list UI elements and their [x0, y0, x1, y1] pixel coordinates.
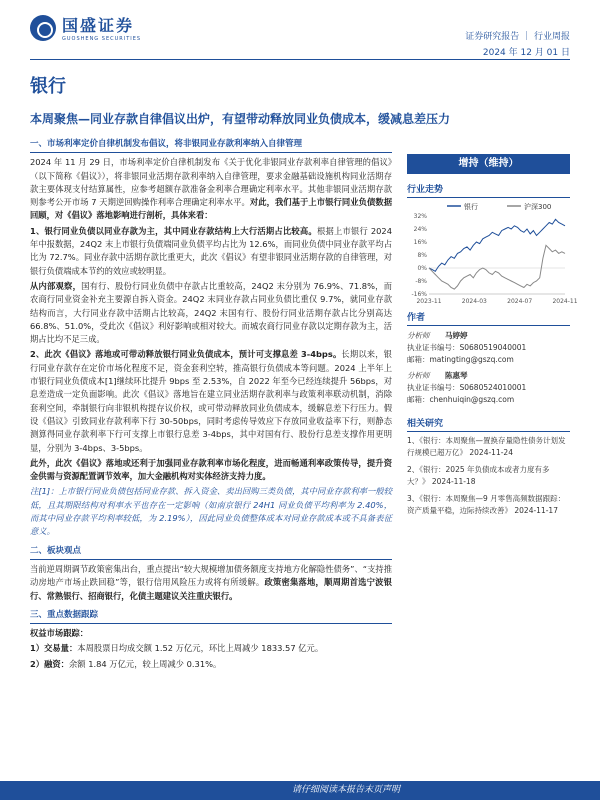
- x-tick-label: 2023-11: [416, 298, 442, 305]
- paragraph-bold: 2、此次《倡议》落地或可带动释放银行同业负债成本，预计可支撑息差 3-4bps。: [30, 349, 342, 360]
- header: [0, 0, 600, 62]
- paragraph-bold: 1、银行同业负债以同业存款为主，其中同业存款结构上大行活期占比较高。: [30, 225, 317, 236]
- cert-label: 执业证书编号：: [407, 343, 460, 352]
- paragraph-text: 根据上市银行 2024 年中报数据，24Q2 末上市银行负债端同业负债平均占比为 12.6%，而同业负债中同业存款平均占比为 72.7%。同业存款中活期存款比重更大，此次《倡议》有望非银同业活期存款的自律管理，对银行负债端成本节约的效应或较明显。: [30, 225, 392, 276]
- section-2-title: 二、板块观点: [30, 545, 392, 560]
- mail-label: 邮箱：: [407, 355, 430, 364]
- y-tick-label: -16%: [411, 291, 427, 298]
- x-tick-label: 2024-03: [461, 298, 487, 305]
- analyst-card: [407, 370, 570, 406]
- email-link[interactable]: matingting@gszq.com: [429, 355, 514, 364]
- related-item[interactable]: 2、《银行：2025 年负债成本或者力度有多大？》 2024-11-18: [407, 465, 550, 486]
- data-item: [30, 658, 392, 671]
- y-tick-label: 0%: [417, 265, 427, 272]
- rating-badge: 增持（维持）: [407, 154, 570, 174]
- paragraph-text: 长期以来，银行同业存款存在定价市场化程度不足，资金套利空转，推高银行负债成本等问题。2024 上半年上市银行同业负债成本[1]继续环比提升 9bps 至 2.53%，自 2022 年至今已经连续提升 56bps，对息差造成一定负面影响。此次《倡议》落地旨在建立同业活期存款利率与政策利率联动机制，消除套利空间，牵制银行向非银机构提存议价权，或可带动释放同业负债成本，缓解息差下行压力。假设《倡议》引致同业存款利率下行 30-50bps，同时考虑传导效应下存放同业收益率下行，则静态测算得同业存款利率下行可支撑上市银行息差 3-4bps，其中对国有行、股份行息差支撑作用更明显，分别为 3-4bps、3-5bps。: [30, 349, 392, 453]
- subsection-title: 权益市场跟踪：: [30, 628, 89, 639]
- related-item[interactable]: 3、《银行：本周聚焦—9 月零售高频数据跟踪：资产质量平稳，边际持续改善》 2024-11-17: [407, 494, 566, 515]
- item-text: 本周股票日均成交额 1.52 万亿元，环比上周减少 1833.57 亿元。: [77, 643, 324, 654]
- main-body: [30, 138, 392, 673]
- paragraph-bold: 政策密集落地，顺周期首选宁波银行、常熟银行、招商银行，化债主题建议关注重庆银行。: [30, 577, 392, 601]
- y-tick-label: -8%: [415, 278, 427, 285]
- related-title: 相关研究: [407, 416, 570, 432]
- analyst-name: 陈惠琴: [445, 371, 468, 380]
- industry-title: 银行: [30, 76, 66, 97]
- section-3-title: 三、重点数据跟踪: [30, 609, 392, 624]
- report-date: 2024 年 12 月 01 日: [482, 48, 570, 58]
- series-line: [429, 245, 565, 289]
- paragraph: [30, 563, 392, 603]
- paragraph-text: 国有行、股份行同业负债中存款占比重较高，24Q2 末分别为 76.9%、71.8%，而农商行同业资金补充主要源自拆入资金。24Q2 末同业存款占同业负债比重仅 9.7%，就同业存款结构而言，大行同业存款中活期占比较高，24Q2 末国有行、股份行同业活期存款占比分别高达 66.8%、51.0%，受此次《倡议》利好影响或相对较大。而城农商行同业存款以定期存款为主，活期占比均不足三成。: [30, 280, 392, 345]
- y-tick-label: 8%: [417, 252, 427, 259]
- x-tick-label: 2024-07: [507, 298, 533, 305]
- analyst-card: [407, 330, 570, 366]
- item-label: 2）融资：: [30, 658, 69, 669]
- email-link[interactable]: chenhuiqin@gszq.com: [429, 395, 515, 404]
- company-logo: [30, 13, 141, 42]
- section-1-title: 一、市场利率定价自律机制发布倡议，将非银同业存款利率纳入自律管理: [30, 138, 392, 153]
- logo-en: GUOSHENG SECURITIES: [62, 36, 142, 42]
- y-tick-label: 24%: [413, 226, 427, 233]
- trend-chart-svg: [407, 198, 578, 310]
- y-tick-label: 32%: [413, 213, 427, 220]
- logo-cn: 国盛证券: [62, 16, 135, 35]
- paragraph: [30, 156, 392, 222]
- paragraph: [30, 280, 392, 346]
- role-label: 分析师: [407, 331, 430, 340]
- report-type: 证券研究报告 ｜ 行业周报: [465, 32, 570, 42]
- role-label: 分析师: [407, 371, 430, 380]
- legend-label: 沪深300: [524, 203, 552, 211]
- footnote: 注[1]：上市银行同业负债包括同业存款、拆入资金、卖出回购三类负债，其中同业存款利率一般较低，且其期限结构对利率水平也存在一定影响（如南京银行 24H1 同业负债平均利率为 2.40%，而其中同业存款平均利率较低，为 2.19%），因此同业负债整体成本对同业存款成本或不具备表征意义。: [30, 486, 392, 537]
- paragraph-text: 2024 年 11 月 29 日，市场利率定价自律机制发布《关于优化非银同业存款利率自律管理的倡议》（以下简称《倡议》），将非银同业活期存款利率纳入自律管理，要求金融基础设施机构同业活期存款主要体现支付结算属性，应参考超额存款准备金利率合理确定利率水平。其他非银同业活期存款则参考公开市场 7 天期逆回购操作利率合理确定利率水平。: [30, 157, 392, 208]
- analyst-list: [407, 330, 570, 406]
- cert-label: 执业证书编号：: [407, 383, 460, 392]
- paragraph-bold: 此外，此次《倡议》落地或还利于加强同业存款利率市场化程度，进而畅通利率政策传导，提升资金供需与资源配置调节效率，加大金融机构对实体经济支持力度。: [30, 457, 392, 482]
- analyst-name: 马婷婷: [445, 331, 468, 340]
- cert-number: S0680519040001: [459, 343, 527, 352]
- paragraph-text: 当前逆周期调节政策密集出台，重点提出“较大规模增加债务额度支持地方化解隐性债务”、“支持推动房地产市场止跌回稳”等，银行信用风险压力或将有所缓解。: [30, 563, 392, 588]
- x-tick-label: 2024-11: [552, 298, 578, 305]
- footer-disclaimer: 请仔细阅读本报告末页声明: [0, 781, 600, 800]
- paragraph-bold: 对此，我们基于上市银行同业负债数据回顾，对《倡议》落地影响进行剖析，具体来看：: [30, 197, 392, 221]
- paragraph-bold: 从内部观察，: [30, 280, 82, 291]
- related-list: [407, 435, 570, 517]
- logo-icon: [30, 15, 56, 41]
- legend-label: 银行: [464, 203, 478, 211]
- report-title: 本周聚焦—同业存款自律倡议出炉，有望带动释放同业负债成本，缓减息差压力: [30, 112, 451, 126]
- y-tick-label: 16%: [413, 239, 427, 246]
- trend-chart: [407, 198, 578, 310]
- cert-number: S0680524010001: [459, 383, 527, 392]
- paragraph: [30, 348, 392, 454]
- header-divider: [30, 59, 570, 60]
- item-text: 余额 1.84 万亿元，较上周减少 0.31%。: [68, 658, 222, 669]
- item-label: 1）交易量：: [30, 643, 78, 654]
- mail-label: 邮箱：: [407, 395, 430, 404]
- trend-title: 行业走势: [407, 182, 570, 198]
- series-line: [429, 219, 565, 271]
- related-item[interactable]: 1、《银行：本周聚焦—置换存量隐性债务计划发行规模已超万亿》 2024-11-24: [407, 436, 566, 457]
- paragraph: [30, 225, 392, 278]
- analyst-title: 作者: [407, 310, 570, 326]
- sidebar: [407, 138, 578, 522]
- data-item: [30, 642, 392, 655]
